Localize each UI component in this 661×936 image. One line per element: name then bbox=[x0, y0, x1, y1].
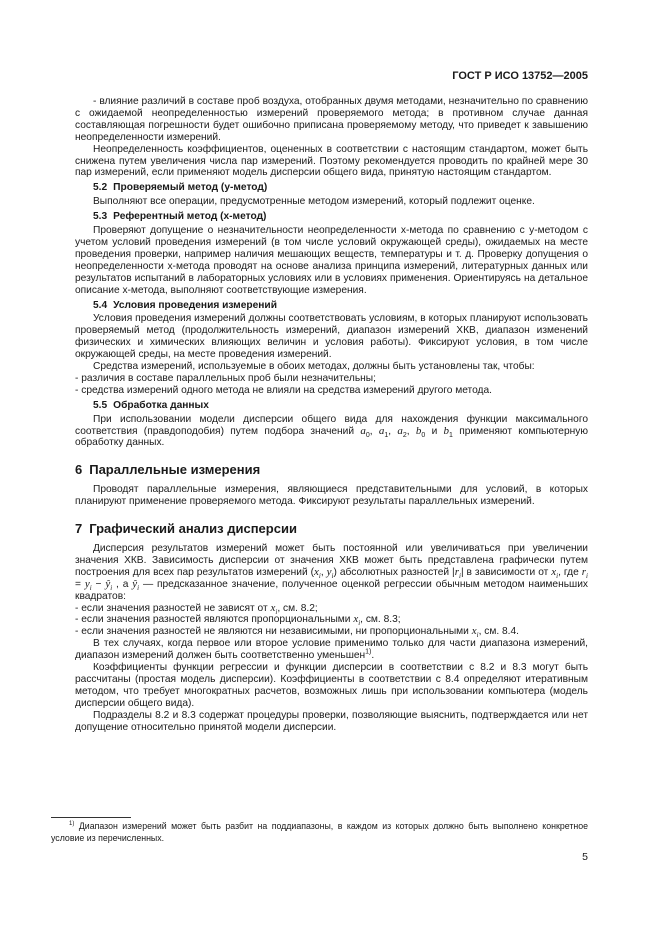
section-5-4-heading bbox=[75, 300, 588, 312]
paragraph: - влияние различий в составе проб воздуха, отобранных двумя методами, незначительно по сравнению с ожидаемой неопределенностью измерений проверяемого метода; в противном случае данная составляющая погрешности будет ошибочно приписана проверяемому методу, что приведет к завышению неопределенности измерений. bbox=[75, 96, 588, 143]
section-number: 5.4 bbox=[93, 299, 108, 311]
section-title: Референтный метод (x-метод) bbox=[113, 211, 267, 223]
paragraph: Средства измерений, используемые в обоих методах, должны быть установлены так, чтобы: bbox=[93, 361, 535, 373]
section-number: 5.2 bbox=[93, 182, 108, 194]
paragraph: Дисперсия результатов измерений может быть постоянной или увеличиваться при увеличении значения ХКВ. Зависимость дисперсии от значения ХКВ может быть представлена графически путем построения для всех пар результатов измерений ($x_i$, $y_i$) абсолютных разностей $|r_i|$ в зависимости от $x_i$, где $r_i = y_i$ − $ŷ_i$ , а $ŷ_i$ — предсказанное значение, полученное оценкой регрессии обычным методом наименьших квадратов: bbox=[75, 543, 588, 602]
list-item: - если значения разностей не зависят от $x_i$, см. 8.2; bbox=[75, 601, 318, 616]
paragraph: Коэффициенты функции регрессии и функции дисперсии в соответствии с 8.2 и 8.3 могут быть рассчитаны (простая модель дисперсии). Коэффициенты в соответствии с 8.4 определяют итеративным методом, что требует многократных расчетов, возможных лишь при использовании компьютера (модель дисперсии общего вида). bbox=[75, 662, 588, 709]
footnote-text: Диапазон измерений может быть разбит на поддиапазоны, в каждом из которых должно быть выполнено конкретное условие из перечисленных. bbox=[51, 821, 589, 843]
section-7-heading bbox=[75, 523, 588, 535]
section-title: Проверяемый метод (y-метод) bbox=[113, 182, 268, 194]
footnote-ref[interactable]: 1) bbox=[365, 648, 372, 656]
paragraph: Проверяют допущение о незначительности неопределенности x-метода по сравнению с y-методом с учетом условий проведения измерений (в том числе условий окружающей среды), ожидаемых на месте проведения проверки, например наличия мешающих веществ, температуры и т. д. Проверку допущения о неопределенности x-метода проводят на основе анализа принципа измерений, литературных данных или результатов испытаний в лабораторных условиях или в условиях применения. Ориентируясь на детальное описание x-метода, выполняют соответствующие измерения. bbox=[75, 225, 588, 296]
list-item: - если значения разностей являются пропорциональными $x_i$, см. 8.3; bbox=[75, 613, 401, 628]
main-text bbox=[75, 96, 588, 734]
paragraph: В тех случаях, когда первое или второе условие применимо только для части диапазона измерений, диапазон измерений должен быть соответственно уменьшен$^{1)}$. bbox=[75, 638, 588, 662]
section-6-heading bbox=[75, 464, 588, 476]
section-5-2-heading bbox=[75, 182, 588, 194]
section-5-3-heading bbox=[75, 211, 588, 223]
paragraph: Неопределенность коэффициентов, оцененных в соответствии с настоящим стандартом, может быть снижена путем увеличения числа пар измерений. Поэтому рекомендуется проводить по крайней мере 30 пар измерений, если применяют модель дисперсии общего вида, принятую настоящим стандартом. bbox=[75, 143, 588, 179]
section-number: 5.3 bbox=[93, 211, 108, 223]
section-title: Обработка данных bbox=[113, 399, 209, 411]
paragraph: Подразделы 8.2 и 8.3 содержат процедуры проверки, позволяющие выяснить, подтверждается или нет допущение относительно принятой модели дисперсии. bbox=[75, 709, 588, 733]
section-title: Условия проведения измерений bbox=[113, 299, 277, 311]
section-number: 7 bbox=[75, 521, 83, 537]
standard-code-header: ГОСТ Р ИСО 13752—2005 bbox=[452, 70, 588, 82]
list-item: - различия в составе параллельных проб были незначительны; bbox=[75, 372, 376, 384]
footnote-divider bbox=[51, 817, 131, 818]
paragraph: При использовании модели дисперсии общего вида для нахождения функции максимального соответствия (правдоподобия) путем подбора значений $a_0$, $a_1$, $a_2$, $b_0$ и $b_1$ применяют компьютерную обработку данных. bbox=[75, 413, 588, 449]
list-item: - если значения разностей не являются ни независимыми, ни пропорциональными $x_i$, см. 8.4. bbox=[75, 625, 519, 640]
section-title: Параллельные измерения bbox=[89, 462, 261, 478]
footnote-mark: 1) bbox=[69, 821, 75, 828]
list-item: - средства измерений одного метода не влияли на средства измерений другого метода. bbox=[75, 384, 492, 396]
paragraph: Условия проведения измерений должны соответствовать условиям, в которых планируют использовать проверяемый метод (продолжительность измерений, диапазон измерений ХКВ, диапазон изменений физических и химических влияющих величин и условия работы). Фиксируют условия, в том числе окружающей среды, на месте проведения измерений. bbox=[75, 313, 588, 361]
page-number: 5 bbox=[582, 851, 588, 863]
section-number: 6 bbox=[75, 462, 83, 478]
footnote bbox=[51, 821, 588, 844]
paragraph: Проводят параллельные измерения, являющиеся представительными для условий, в которых планируют применение проверяемого метода. Фиксируют результаты параллельных измерений. bbox=[75, 484, 588, 508]
section-5-5-heading bbox=[75, 400, 588, 412]
paragraph: Выполняют все операции, предусмотренные методом измерений, который подлежит оценке. bbox=[93, 196, 535, 208]
section-title: Графический анализ дисперсии bbox=[89, 521, 297, 537]
section-number: 5.5 bbox=[93, 399, 108, 411]
